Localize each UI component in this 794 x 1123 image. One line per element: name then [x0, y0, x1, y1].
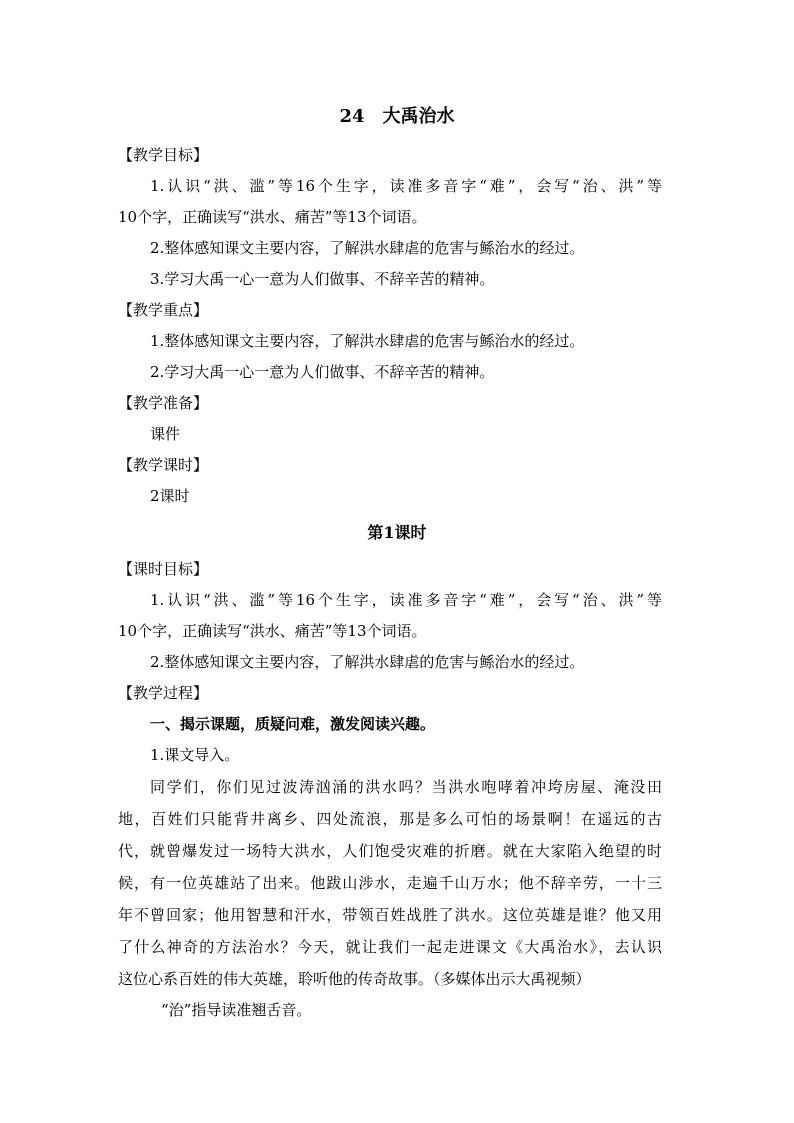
preparation-text: 课件 — [150, 425, 181, 443]
intro-paragraph-line: 代，就曾爆发过一场特大洪水，人们饱受灾难的折磨。就在大家陷入绝望的时 — [118, 842, 662, 860]
key-point-1: 1.整体感知课文主要内容，了解洪水肆虐的危害与鲧治水的经过。 — [150, 332, 585, 350]
goal-1-line-2: 10个字，正确读写“洪水、痛苦”等13个词语。 — [118, 208, 427, 226]
section-heading-preparation: 【教学准备】 — [118, 394, 209, 412]
pronunciation-note: “治”指导读准翘舌音。 — [161, 1001, 312, 1019]
intro-paragraph-line: 同学们，你们见过波涛汹涌的洪水吗？当洪水咆哮着冲垮房屋、淹没田 — [150, 778, 662, 796]
step-1-subheading: 1.课文导入。 — [150, 746, 240, 764]
section-heading-goals: 【教学目标】 — [118, 146, 209, 164]
lesson-goal-1-line-2: 10个字，正确读写“洪水、痛苦”等13个词语。 — [118, 622, 427, 640]
lesson-goal-1-line-1: 1.认识“洪、滥”等16个生字，读准多音字“难”，会写“治、洪”等 — [150, 591, 662, 609]
lesson-goal-2: 2.整体感知课文主要内容，了解洪水肆虐的危害与鲧治水的经过。 — [150, 653, 585, 671]
goal-1-line-1: 1.认识“洪、滥”等16个生字，读准多音字“难”，会写“治、洪”等 — [150, 177, 662, 195]
section-heading-class-hours: 【教学课时】 — [118, 456, 209, 474]
class-hours-text: 2课时 — [150, 487, 190, 505]
section-heading-key-points: 【教学重点】 — [118, 301, 209, 319]
lesson-goals-heading: 【课时目标】 — [118, 560, 209, 578]
intro-paragraph-line: 这位心系百姓的伟大英雄，聆听他的传奇故事。（多媒体出示大禹视频） — [118, 970, 591, 988]
teaching-process-heading: 【教学过程】 — [118, 684, 209, 702]
document-title: 24 大禹治水 — [339, 106, 455, 127]
lesson-1-title: 第1课时 — [367, 523, 427, 542]
goal-2: 2.整体感知课文主要内容，了解洪水肆虐的危害与鲧治水的经过。 — [150, 239, 585, 257]
intro-paragraph-line: 了什么神奇的方法治水？今天，就让我们一起走进课文《大禹治水》，去认识 — [118, 938, 662, 956]
intro-paragraph-line: 地，百姓们只能背井离乡、四处流浪，那是多么可怕的场景啊！在遥远的古 — [118, 810, 662, 828]
intro-paragraph-line: 年不曾回家；他用智慧和汗水，带领百姓战胜了洪水。这位英雄是谁？他又用 — [118, 906, 662, 924]
step-1-heading: 一、揭示课题，质疑问难，激发阅读兴趣。 — [150, 715, 436, 733]
goal-3: 3.学习大禹一心一意为人们做事、不辞辛苦的精神。 — [150, 270, 495, 288]
key-point-2: 2.学习大禹一心一意为人们做事、不辞辛苦的精神。 — [150, 363, 495, 381]
intro-paragraph-line: 候，有一位英雄站了出来。他跋山涉水，走遍千山万水；他不辞辛劳，一十三 — [118, 874, 662, 892]
